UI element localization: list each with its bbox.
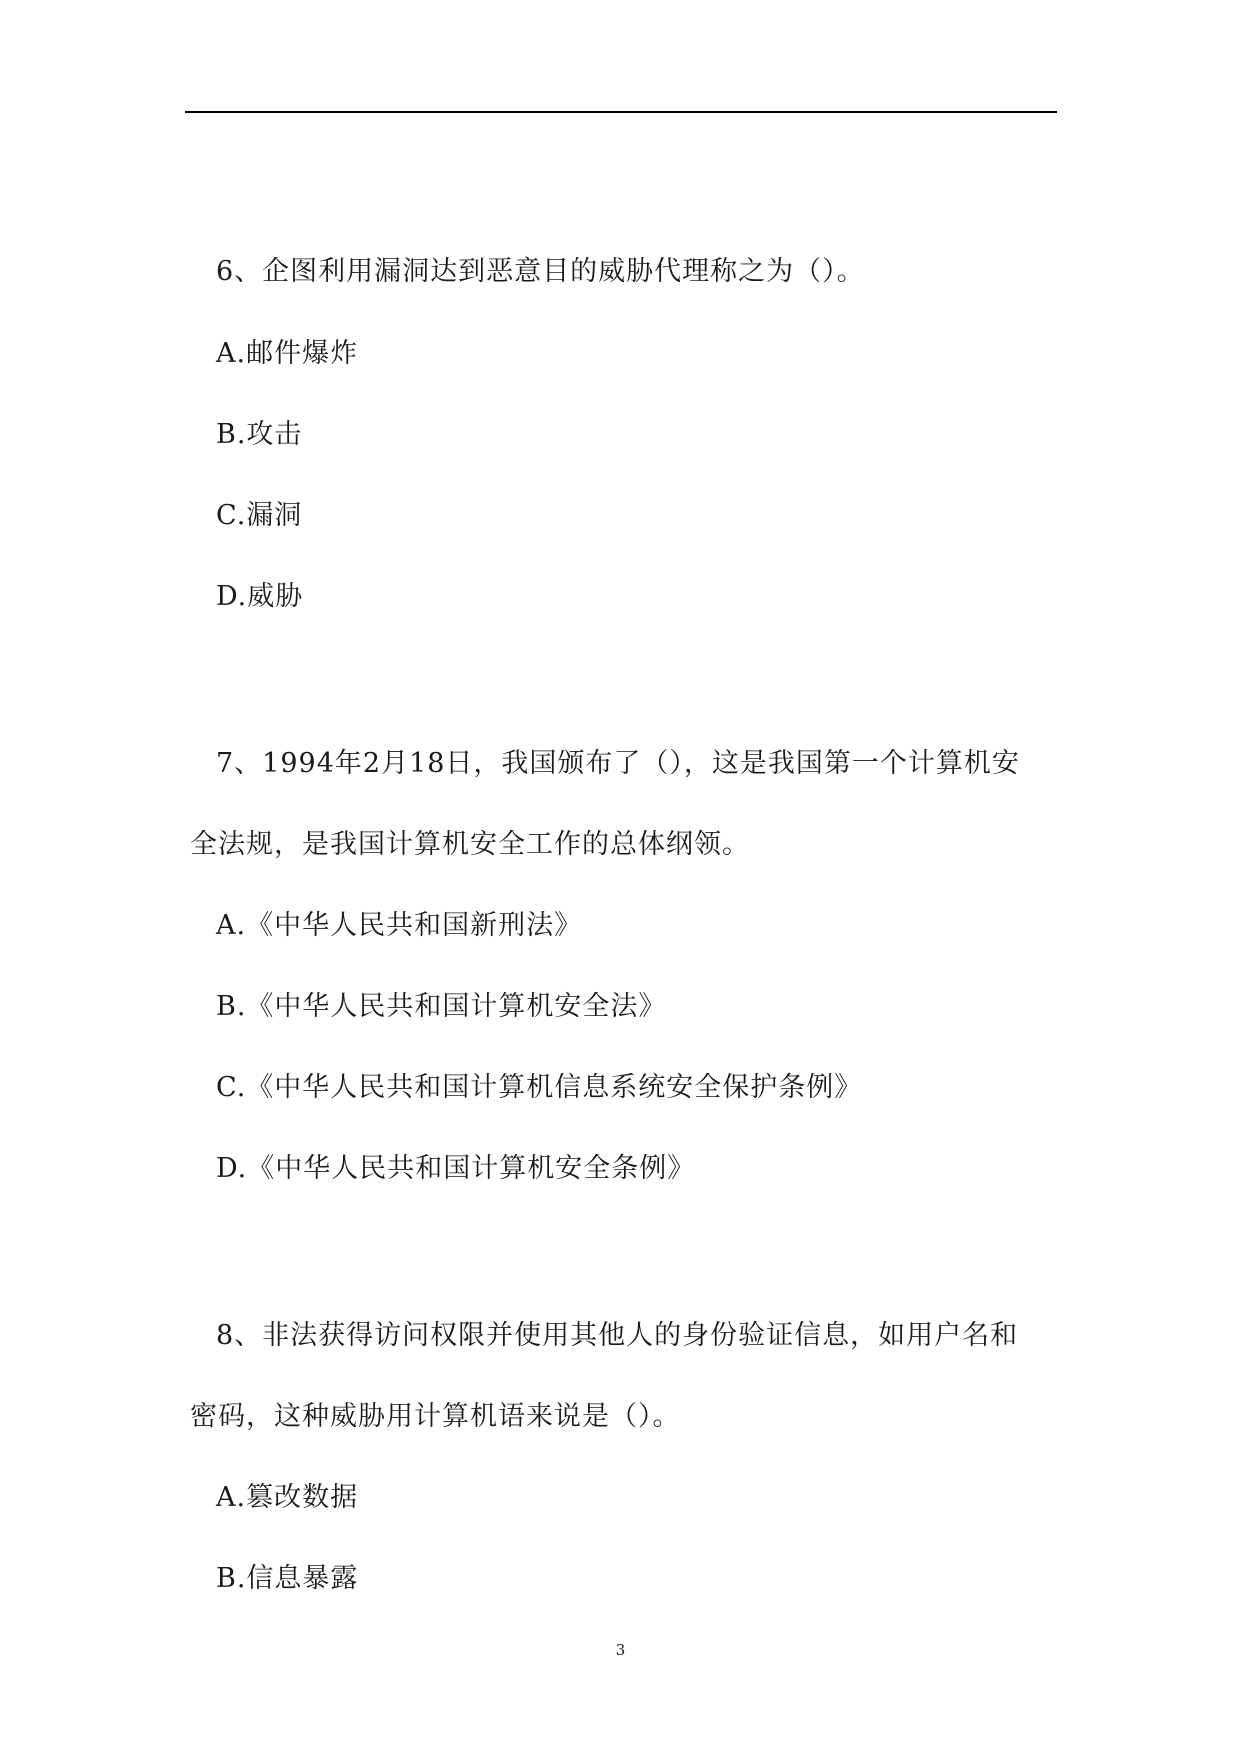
question-6-option-d: D.威胁 xyxy=(216,581,304,612)
question-7-option-b: B.《中华人民共和国计算机安全法》 xyxy=(216,991,667,1022)
question-7-option-a: A.《中华人民共和国新刑法》 xyxy=(216,910,583,941)
question-6-stem: 6、企图利用漏洞达到恶意目的威胁代理称之为（）。 xyxy=(216,256,865,287)
question-8-stem-line-2: 密码，这种威胁用计算机语来说是（）。 xyxy=(190,1401,681,1432)
question-7-stem-line-2: 全法规，是我国计算机安全工作的总体纲领。 xyxy=(190,829,750,860)
question-6-option-c: C.漏洞 xyxy=(216,500,303,531)
question-8-option-b: B.信息暴露 xyxy=(216,1563,359,1594)
question-8-option-a: A.篡改数据 xyxy=(216,1482,359,1513)
question-6-option-a: A.邮件爆炸 xyxy=(216,338,359,369)
question-6-option-b: B.攻击 xyxy=(216,419,303,450)
header-rule xyxy=(185,111,1057,113)
page-number: 3 xyxy=(615,1641,626,1659)
question-8-stem-line-1: 8、非法获得访问权限并使用其他人的身份验证信息，如用户名和 xyxy=(216,1320,1019,1351)
question-7-stem-line-1: 7、1994年2月18日，我国颁布了（），这是我国第一个计算机安 xyxy=(216,748,1020,779)
question-7-option-c: C.《中华人民共和国计算机信息系统安全保护条例》 xyxy=(216,1072,863,1103)
question-7-option-d: D.《中华人民共和国计算机安全条例》 xyxy=(216,1153,696,1184)
